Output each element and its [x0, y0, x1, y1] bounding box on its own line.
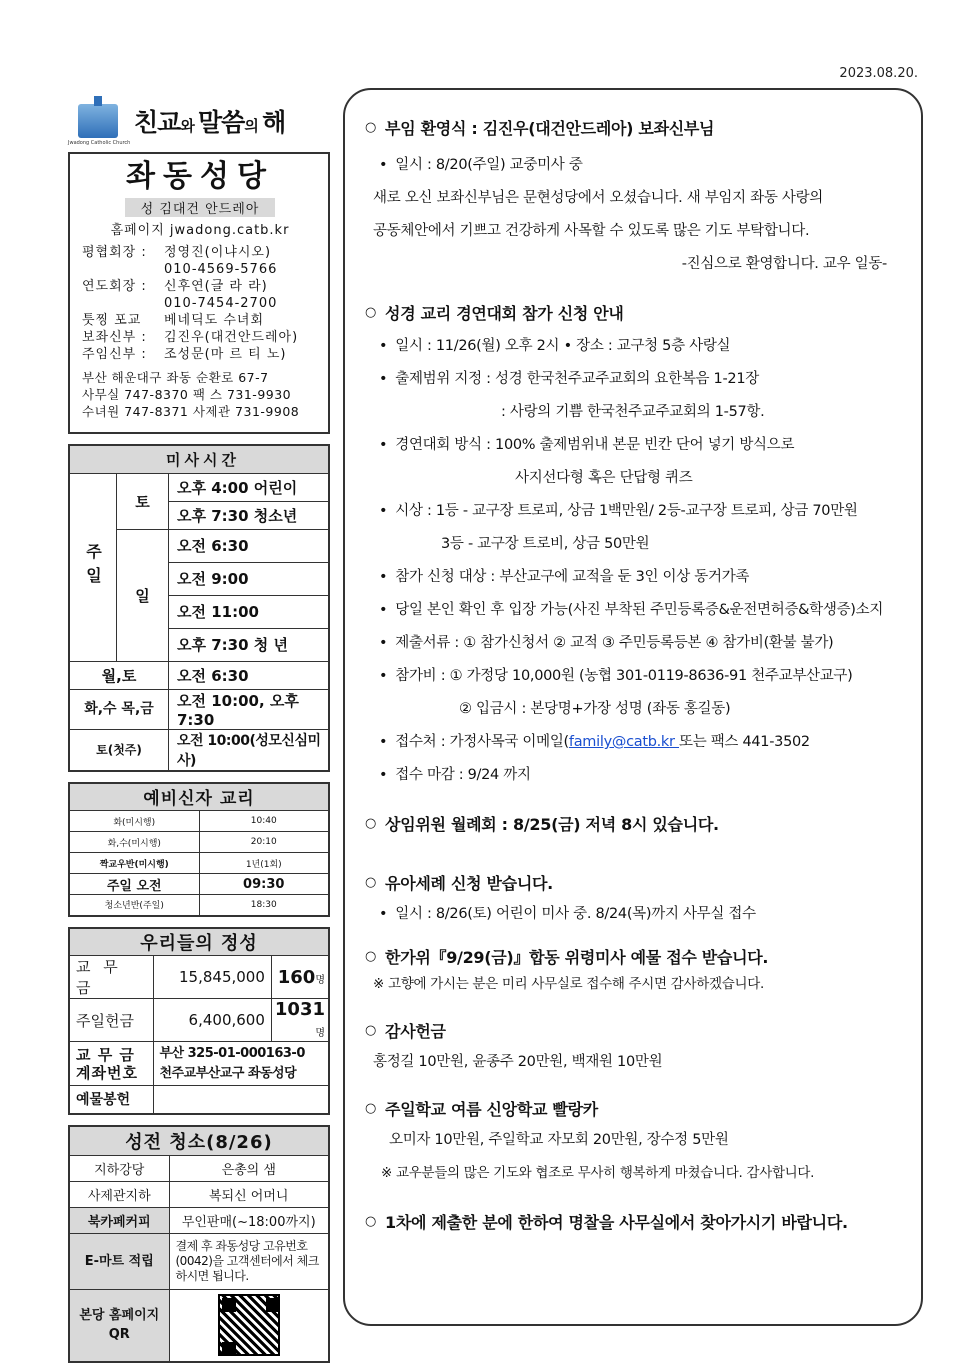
catechumen-header: 예비신자 교리: [69, 783, 329, 811]
notices-panel: [343, 88, 923, 1326]
left-column: [68, 96, 330, 1363]
staff-role: 보좌신부 :: [82, 330, 147, 345]
offering-label: 교 무 금: [69, 956, 153, 999]
weekday-label: 토(첫주): [69, 729, 169, 771]
mass-time: 오전 10:00(성모신심미사): [169, 729, 330, 771]
class-time: 10:40: [199, 811, 329, 832]
account-number: 부산 325-01-000163-0: [159, 1045, 305, 1061]
donation-label: 예물봉헌: [69, 1086, 153, 1114]
cleaning-group: 복되신 어머니: [169, 1182, 329, 1208]
parish-info: [68, 152, 330, 434]
logo: [68, 96, 330, 146]
emart-text: 결제 후 좌동성당 고유번호(0042)을 고객센터에서 체크하시면 됩니다.: [169, 1234, 329, 1290]
notice-title: ○ 유아세례 신청 받습니다.: [365, 874, 553, 893]
mass-time: 오후 7:30 청 년: [169, 628, 330, 661]
class-time: 20:10: [199, 832, 329, 853]
staff-role: 주임신부 :: [82, 347, 147, 362]
mass-time: 오전 6:30: [169, 661, 330, 689]
notice-line: 홍정길 10만원, 윤종주 20만원, 백재원 10만원: [373, 1054, 663, 1070]
class-day: 청소년반(주일): [69, 895, 199, 916]
mass-header: 미사시간: [69, 445, 329, 473]
mass-time: 오전 6:30: [169, 529, 330, 562]
circle-bullet-icon: ○: [365, 816, 377, 831]
notice-line: • 출제범위 지정 : 성경 한국천주교주교회의 요한복음 1-21장: [365, 363, 899, 396]
staff-value: 정영진(이냐시오): [164, 245, 272, 260]
circle-bullet-icon: ○: [365, 875, 377, 890]
circle-bullet-icon: ○: [365, 1023, 377, 1038]
class-time: 09:30: [199, 874, 329, 895]
cleaning-header: 성전 청소(8/26): [69, 1126, 329, 1156]
offering-amount: 6,400,600: [153, 999, 271, 1042]
notice-line: 3등 - 교구장 트로비, 상금 50만원: [441, 536, 650, 552]
sunday-day-label: 일: [117, 529, 169, 661]
weekday-label: 화,수 목,금: [69, 689, 169, 729]
staff-value: 베네딕도 수녀회: [164, 313, 265, 328]
offering-count: 1031: [274, 999, 325, 1020]
notice-line: ※ 고향에 가시는 분은 미리 사무실로 접수해 주시면 감사하겠습니다.: [373, 976, 764, 992]
notice-line: • 일시 : 8/26(토) 어린이 미사 중. 8/24(목)까지 사무실 접수: [365, 898, 899, 931]
patron-saint: 성 김대건 안드레아: [125, 198, 275, 217]
circle-bullet-icon: ○: [365, 1101, 377, 1116]
account-label: 교 무 금 계좌번호: [69, 1042, 153, 1086]
class-time: 18:30: [199, 895, 329, 916]
notice-line: • 참가 신청 대상 : 부산교구에 교적을 둔 3인 이상 동거가족: [365, 561, 899, 594]
notice-line: • 접수 마감 : 9/24 까지: [365, 759, 899, 792]
notice-line: • 일시 : 8/20(주일) 교중미사 중: [365, 149, 899, 182]
notice-line: ※ 교우분들의 많은 기도와 협조로 무사히 행복하게 마쳤습니다. 감사합니다.: [381, 1165, 815, 1181]
notice-line: 공동체안에서 기쁘고 건강하게 사목할 수 있도록 많은 기도 부탁합니다.: [373, 223, 810, 239]
circle-bullet-icon: ○: [365, 305, 377, 320]
offering-header: 우리들의 정성: [69, 928, 329, 956]
notice-title: ○ 주일학교 여름 신앙학교 빨랑카: [365, 1100, 598, 1119]
offering-amount: 15,845,000: [153, 956, 271, 999]
notice-title: ○ 감사헌금: [365, 1022, 446, 1041]
class-day: 화,수(미시행): [69, 832, 199, 853]
circle-bullet-icon: ○: [365, 120, 377, 135]
cleaning-area: 사제관지하: [69, 1182, 169, 1208]
mass-time: 오전 9:00: [169, 562, 330, 595]
notice-line: • 시상 : 1등 - 교구장 트로피, 상금 1백만원/ 2등-교구장 트로피, 상금 70만원: [365, 495, 899, 528]
mass-time: 오전 11:00: [169, 595, 330, 628]
class-day: 화(미시행): [69, 811, 199, 832]
staff-phone: 010-7454-2700: [164, 296, 278, 311]
notice-line: • 참가비 : ① 가정당 10,000원 (농협 301-0119-8636-91 천주교부산교구): [365, 660, 899, 693]
offering-label: 주일헌금: [69, 999, 153, 1042]
notice-line: • 경연대회 방식 : 100% 출제범위내 본문 빈칸 단어 넣기 방식으로: [365, 429, 899, 462]
staff-role: 평협회장 :: [82, 245, 147, 260]
notice-title: ○ 한가위『9/29(금)』합동 위령미사 예물 접수 받습니다.: [365, 948, 769, 967]
staff-role: 툿찡 포교: [82, 313, 142, 328]
circle-bullet-icon: ○: [365, 1214, 377, 1229]
qr-label: 본당 홈페이지 QR: [69, 1290, 169, 1362]
year-theme: 친교와 말씀의 해: [134, 108, 286, 137]
catechumen-schedule: [68, 782, 330, 917]
cleaning-area: 지하강당: [69, 1156, 169, 1182]
notice-line: : 사랑의 기쁨 한국천주교주교회의 1-57항.: [501, 404, 765, 420]
notice-line: • 당일 본인 확인 후 입장 가능(사진 부착된 주민등록증&운전면허증&학생증)소지: [365, 594, 899, 627]
notice-line: 새로 오신 보좌신부님은 문현성당에서 오셨습니다. 새 부임지 좌동 사랑의: [373, 190, 823, 206]
homepage: 홈페이지 jwadong.catb.kr: [110, 223, 290, 238]
mass-time: 오후 4:00 어린이: [169, 473, 330, 501]
notice-line: 사지선다형 혹은 단답형 퀴즈: [515, 470, 693, 486]
address: 부산 해운대구 좌동 순환로 67-7 사무실 747-8370 팩 스 731-9930 수녀원 747-8371 사제관 731-9908: [82, 370, 300, 419]
notice-line: 오미자 10만원, 주일학교 자모회 20만원, 장수정 5만원: [389, 1132, 729, 1148]
cleaning-area: 북카페커피: [69, 1208, 169, 1234]
class-day: 주일 오전: [69, 874, 199, 895]
class-time: 1년(1회): [199, 853, 329, 874]
notice-title: ○ 상임위원 월례회 : 8/25(금) 저녁 8시 있습니다.: [365, 815, 719, 834]
account-owner: 천주교부산교구 좌동성당: [159, 1065, 297, 1081]
circle-bullet-icon: ○: [365, 949, 377, 964]
class-day: 짝교우반(미시행): [69, 853, 199, 874]
emart-label: E-마트 적립: [69, 1234, 169, 1290]
offering-count: 160: [277, 966, 316, 988]
notice-title: ○ 부임 환영식 : 김진우(대건안드레아) 보좌신부님: [365, 119, 715, 138]
mass-time: 오전 10:00, 오후 7:30: [169, 689, 330, 729]
weekday-label: 월,토: [69, 661, 169, 689]
notice-line: • 접수처 : 가정사목국 이메일(family@catb.kr 또는 팩스 441-3502: [365, 726, 899, 759]
offering-table: 우리들의 정성 교 무 금 15,845,000 160명 주일헌금 6,400,600 1031명 교 무 금 계좌번호 부산 325-01-000163-0 천주교부산교구 좌동성당 예물봉헌: [68, 927, 330, 1115]
staff-value: 신후연(글 라 라): [164, 279, 268, 294]
notice-line: • 제출서류 : ① 참가신청서 ② 교적 ③ 주민등록등본 ④ 참가비(환불 불가): [365, 627, 899, 660]
notice-line: • 일시 : 11/26(월) 오후 2시 • 장소 : 교구청 5층 사랑실: [365, 330, 899, 363]
church-logo-icon: Jwadong Catholic Church: [68, 98, 128, 144]
qr-code-icon[interactable]: [218, 1294, 280, 1356]
staff-phone: 010-4569-5766: [164, 262, 278, 277]
cleaning-table: [68, 1125, 330, 1363]
saturday-label: 토: [117, 473, 169, 529]
notice-title: ○ 성경 교리 경연대회 참가 신청 안내: [365, 304, 624, 323]
parish-name: 좌동성당: [126, 159, 274, 194]
sunday-label: 주일: [69, 473, 117, 661]
staff-value: 김진우(대건안드레아): [164, 330, 299, 345]
staff-value: 조성문(마 르 티 노): [164, 347, 287, 362]
staff-role: 연도회장 :: [82, 279, 147, 294]
cleaning-group: 은총의 샘: [169, 1156, 329, 1182]
mass-time: 오후 7:30 청소년: [169, 501, 330, 529]
notice-title: ○ 1차에 제출한 분에 한하여 명찰을 사무실에서 찾아가시기 바랍니다.: [365, 1213, 848, 1232]
notice-line: -진심으로 환영합니다. 교우 일동-: [681, 256, 887, 272]
mass-schedule: [68, 444, 330, 772]
notice-line: ② 입금시 : 본당명+가장 성명 (좌동 홍길동): [459, 701, 731, 717]
email-link[interactable]: family@catb.kr: [568, 734, 679, 750]
bulletin-date: 2023.08.20.: [839, 66, 918, 81]
cleaning-group: 무인판매(~18:00까지): [169, 1208, 329, 1234]
